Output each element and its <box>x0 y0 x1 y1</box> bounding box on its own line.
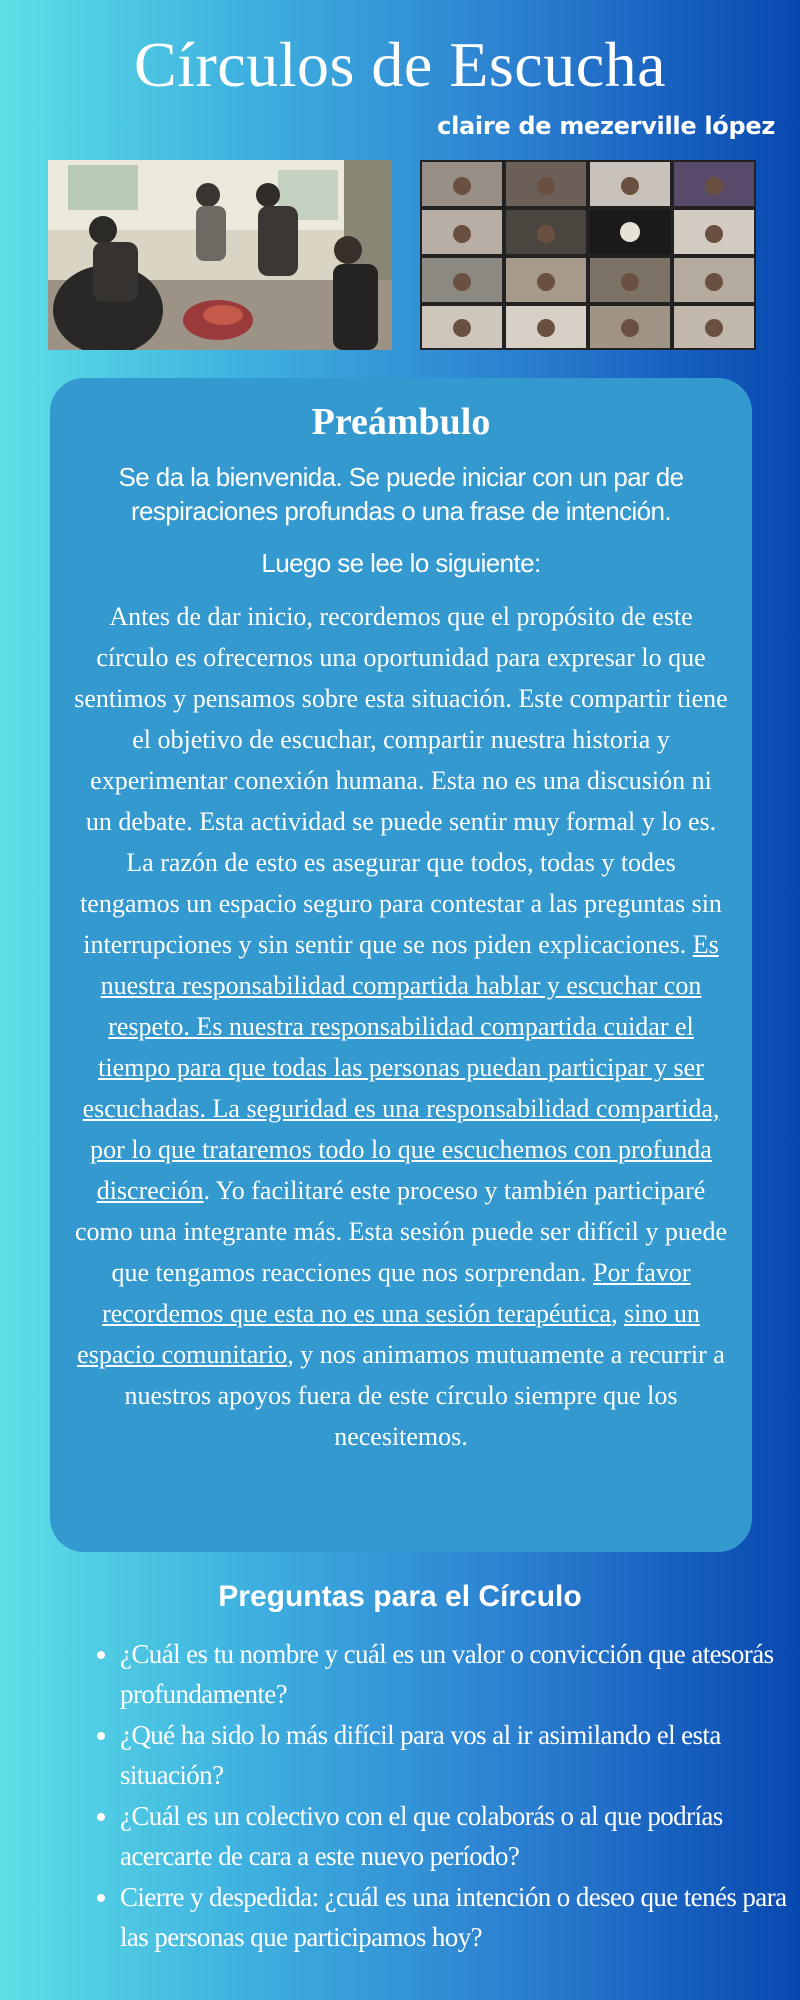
preamble-body <box>74 596 728 1457</box>
preamble-lead: Luego se lee lo siguiente: <box>261 548 541 578</box>
body-text: , y nos animamos mutuamente a recurrir a nuestros apoyos fuera de este círculo siempre que los necesitemos. <box>124 1340 725 1451</box>
preamble-card <box>50 378 752 1552</box>
body-text: , <box>611 1299 625 1328</box>
in-person-circle-photo <box>48 160 392 350</box>
question-item: • ¿Qué ha sido lo más difícil para vos al ir asimilando el esta situación? <box>120 1715 800 1795</box>
question-item: • ¿Cuál es tu nombre y cuál es un valor o convicción que atesorás profundamente? <box>120 1634 800 1714</box>
body-text-underlined: Por favor recordemos que esta no es una sesión terapéutica <box>102 1258 691 1328</box>
body-text: . Yo facilitaré este proceso y también participaré como una integrante más. Esta sesión puede ser difícil y puede que tengamos reacciones que nos sorprendan. <box>75 1176 727 1287</box>
preamble-intro: Se da la bienvenida. Se puede iniciar con un par de respiraciones profundas o una frase de intención. <box>118 462 684 526</box>
question-item: • Cierre y despedida: ¿cuál es una intención o deseo que tenés para las personas que participamos hoy? <box>120 1877 800 1957</box>
video-call-grid-photo <box>420 160 756 350</box>
body-text: Antes de dar inicio, recordemos que el propósito de este círculo es ofrecernos una oportunidad para expresar lo que sentimos y pensamos sobre esta situación. Este compartir tiene el objetivo de escuchar, compartir nuestra historia y experimentar conexión humana. Esta no es una discusión ni un debate. Esta actividad se puede sentir muy formal y lo es. La razón de esto es asegurar que todos, todas y todes tengamos un espacio seguro para contestar a las preguntas sin interrupciones y sin sentir que se nos piden explicaciones. <box>74 602 728 959</box>
body-text-underlined: Es nuestra responsabilidad compartida hablar y escuchar con respeto. Es nuestra responsabilidad compartida cuidar el tiempo para que todas las personas puedan participar y ser escuchadas. La seguridad es una responsabilidad compartida, por lo que trataremos todo lo que escuchemos con profunda discreción <box>82 930 720 1205</box>
question-item: • ¿Cuál es un colectivo con el que colaborás o al que podrías acercarte de cara a este nuevo período? <box>120 1796 800 1876</box>
questions-list <box>92 1634 800 1958</box>
author-name: claire de mezerville lópez <box>437 112 775 140</box>
preamble-title: Preámbulo <box>311 401 491 443</box>
questions-title: Preguntas para el Círculo <box>218 1580 582 1613</box>
page-title: Círculos de Escucha <box>134 29 666 100</box>
body-text-underlined: sino un espacio comunitario <box>77 1299 700 1369</box>
